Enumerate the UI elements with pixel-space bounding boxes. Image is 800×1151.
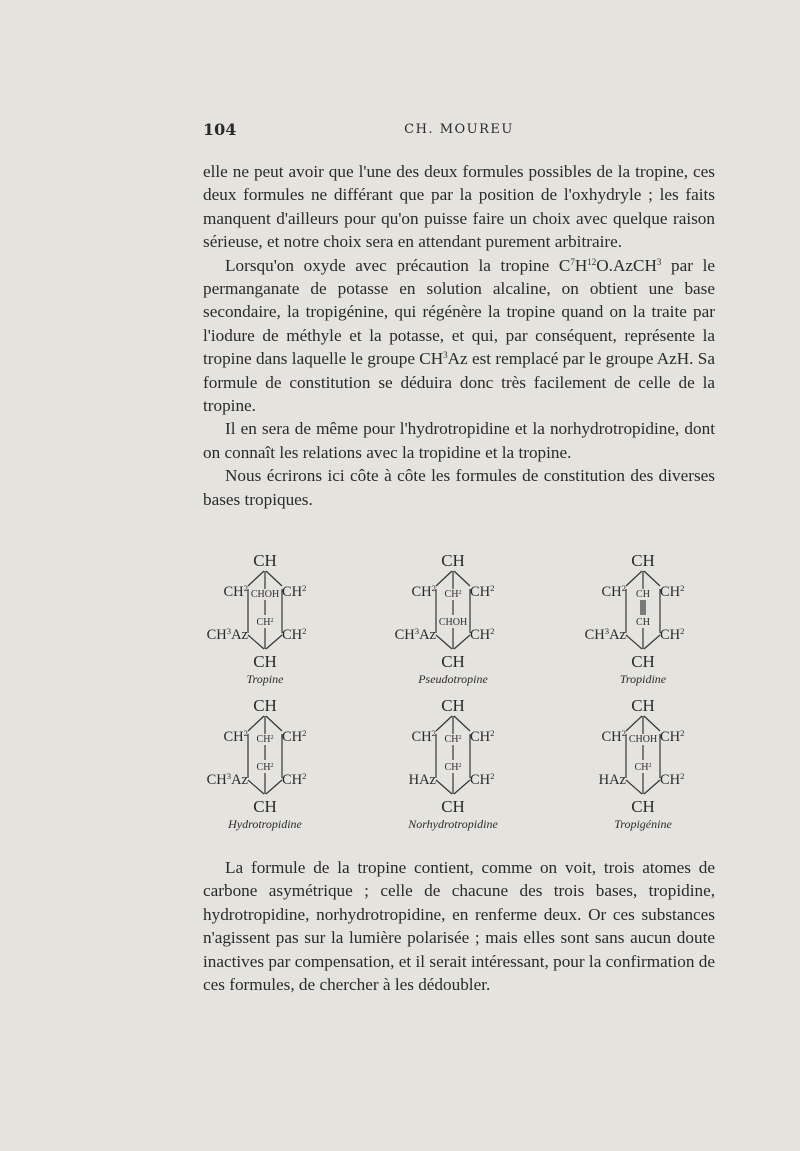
paragraph-1: elle ne peut avoir que l'une des deux formules possibles de la tropine, ces deux formules ne différant que par la position de l'oxhydryle ; les faits manquent d'ailleurs pour qu'on puisse faire un choix avec quelque raison sérieuse, et notre choix sera en attendant purement arbitraire. [203, 162, 715, 252]
bond-line [454, 571, 470, 586]
formula-right-upper: $CH^2$ [660, 583, 685, 600]
formula-top: CH [253, 551, 277, 570]
formula-diagram [190, 550, 340, 670]
structural-formula [190, 695, 340, 830]
structural-formula [378, 550, 528, 685]
bond-line [436, 780, 452, 794]
formula-diagram [378, 695, 528, 815]
bond-line [248, 571, 264, 586]
bond-line [454, 780, 470, 794]
formula-inner-upper: $CH^2$ [444, 734, 462, 745]
paragraph-2: Lorsqu'on oxyde avec précaution la tropine $C^7H^{12}O.AzCH^3$ par le permanganate de potasse en solution alcaline, on obtient une base secondaire, la tropigénine, qui régénère la tropine quand on la traite par l'iodure de méthyle et la potasse, et qui, par conséquent, représente la tropine dans laquelle le groupe $CH^3Az$ est remplacé par le groupe AzH. Sa formule de constitution se déduira donc très facilement de celle de la tropine. [203, 255, 715, 416]
bond-line [266, 635, 282, 649]
formula-inner-lower: $CH^2$ [256, 617, 274, 628]
bond-line [644, 635, 660, 649]
formula-left-upper: $CH^2$ [411, 583, 436, 600]
formula-caption: Tropine [246, 672, 284, 686]
body-text-bottom [203, 856, 715, 996]
formula-left-upper: $CH^2$ [223, 583, 248, 600]
bond-line [266, 571, 282, 586]
formula-top: CH [441, 551, 465, 570]
structural-formula [568, 550, 718, 685]
body-text-top [203, 160, 715, 511]
formula-top: CH [253, 696, 277, 715]
bond-line [266, 716, 282, 731]
formula-bottom: CH [631, 797, 655, 816]
formula-caption: Tropidine [619, 672, 667, 686]
bond-line [248, 716, 264, 731]
structural-formula [378, 695, 528, 830]
formula-right-upper: $CH^2$ [660, 728, 685, 745]
paragraph-5: La formule de la tropine contient, comme on voit, trois atomes de carbone asymétrique ; celle de chacune des trois bases, tropidine, hydrotropidine, norhydrotropidine, en renferme deux. Or ces substances n'agissent pas sur la lumière polarisée ; mais elles sont sans aucun doute inactives par compensation, et il serait intéressant, pour la confirmation de ces formules, de chercher à les dédoubler. [203, 858, 715, 995]
formula-diagram [190, 695, 340, 815]
formula-caption: Norhydrotropidine [408, 817, 498, 831]
structural-formula [568, 695, 718, 830]
running-head: CH. MOUREU [404, 122, 514, 137]
bond-line [454, 716, 470, 731]
formula-inner-upper: $CH^2$ [256, 734, 274, 745]
bond-line [644, 716, 660, 731]
formula-right-upper: $CH^2$ [282, 728, 307, 745]
formula-left-lower: $CH^3Az$ [206, 626, 248, 643]
bond-line [248, 635, 264, 649]
formula-left-lower: $CH^3Az$ [394, 626, 436, 643]
formula-right-lower: $CH^2$ [282, 626, 307, 643]
formula-diagram [568, 695, 718, 815]
bond-line [644, 780, 660, 794]
bond-line [248, 780, 264, 794]
bond-line [626, 716, 642, 731]
formula-caption: Tropigénine [614, 817, 672, 831]
formula-left-lower: $CH^3Az$ [584, 626, 626, 643]
formula-left-lower: HAz [598, 772, 626, 788]
formula-inner-lower: $CH^2$ [444, 762, 462, 773]
page-header [203, 120, 715, 142]
paragraph-3: Il en sera de même pour l'hydrotropidine et la norhydrotropidine, dont on connaît les relations avec la tropidine et la tropine. [203, 419, 715, 462]
formula-diagram [378, 550, 528, 670]
formula-top: CH [631, 551, 655, 570]
bond-line [626, 635, 642, 649]
formula-inner-lower: CH [636, 617, 650, 628]
formula-right-lower: $CH^2$ [470, 771, 495, 788]
formula-top: CH [441, 696, 465, 715]
formula-bottom: CH [441, 652, 465, 671]
bond-line [436, 716, 452, 731]
formula-inner-upper: CHOH [250, 589, 280, 600]
bond-line [626, 780, 642, 794]
structural-formula [190, 550, 340, 685]
formula-left-upper: $CH^2$ [223, 728, 248, 745]
formula-right-lower: $CH^2$ [282, 771, 307, 788]
bond-line [644, 571, 660, 586]
formula-diagram [568, 550, 718, 670]
formula-inner-lower: CHOH [438, 617, 468, 628]
formula-caption: Hydrotropidine [228, 817, 302, 831]
formula-left-lower: $CH^3Az$ [206, 771, 248, 788]
formula-caption: Pseudotropine [418, 672, 488, 686]
formula-bottom: CH [441, 797, 465, 816]
bond-line [266, 780, 282, 794]
formula-right-upper: $CH^2$ [470, 728, 495, 745]
formula-bottom: CH [253, 797, 277, 816]
formula-right-lower: $CH^2$ [660, 771, 685, 788]
formula-left-lower: HAz [408, 772, 436, 788]
formula-left-upper: $CH^2$ [411, 728, 436, 745]
bond-line [436, 571, 452, 586]
bond-line [454, 635, 470, 649]
formula-inner-upper: CH [636, 589, 650, 600]
formula-top: CH [631, 696, 655, 715]
formula-right-lower: $CH^2$ [470, 626, 495, 643]
bond-line [626, 571, 642, 586]
paragraph-4: Nous écrirons ici côte à côte les formules de constitution des diverses bases tropiques. [203, 466, 715, 509]
formula-right-upper: $CH^2$ [282, 583, 307, 600]
formula-right-upper: $CH^2$ [470, 583, 495, 600]
formula-right-lower: $CH^2$ [660, 626, 685, 643]
bond-line [436, 635, 452, 649]
formula-inner-upper: CHOH [628, 734, 658, 745]
page-number: 104 [203, 120, 237, 139]
formula-left-upper: $CH^2$ [601, 583, 626, 600]
formula-inner-lower: $CH^2$ [256, 762, 274, 773]
formula-bottom: CH [631, 652, 655, 671]
formula-inner-lower: $CH^2$ [634, 762, 652, 773]
formula-inner-upper: $CH^2$ [444, 589, 462, 600]
formula-left-upper: $CH^2$ [601, 728, 626, 745]
formula-bottom: CH [253, 652, 277, 671]
